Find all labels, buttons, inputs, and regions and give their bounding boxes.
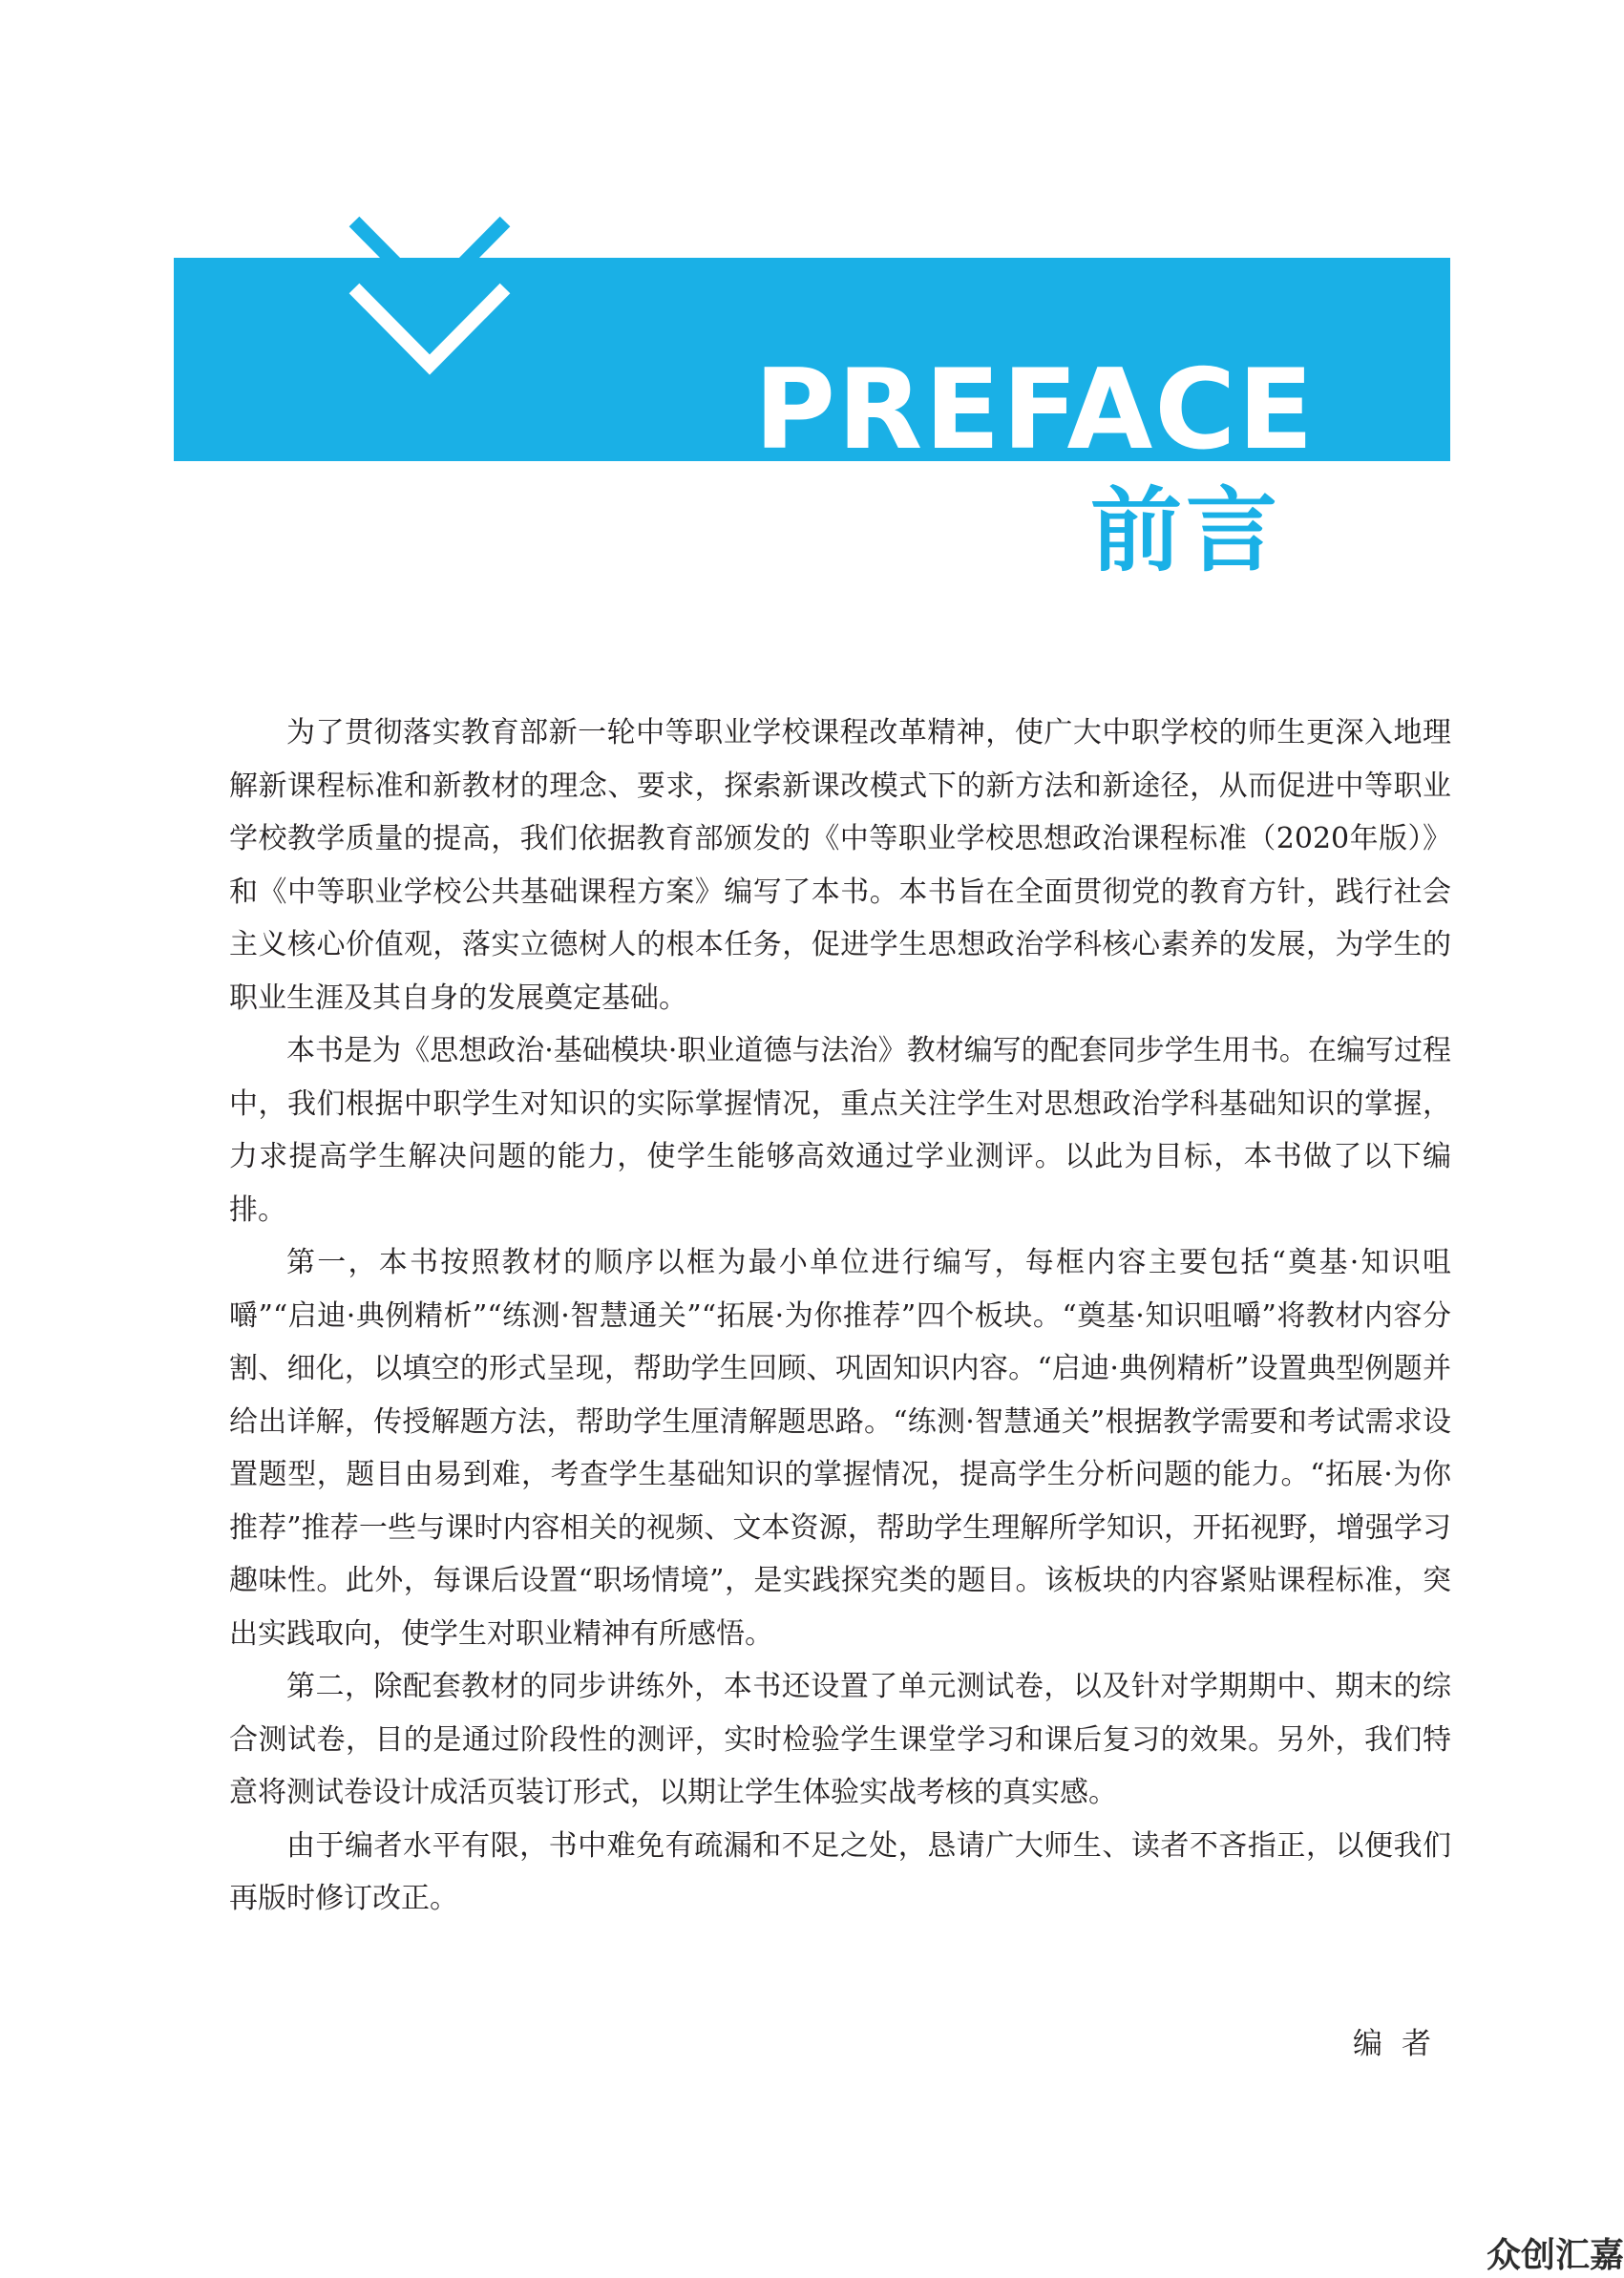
paragraph: 为了贯彻落实教育部新一轮中等职业学校课程改革精神，使广大中职学校的师生更深入地理解新课程标准和新教材的理念、要求，探索新课改模式下的新方法和新途径，从而促进中等职业学校教学质量的提高，我们依据教育部颁发的《中等职业学校思想政治课程标准（2020年版）》和《中等职业学校公共基础课程方案》编写了本书。本书旨在全面贯彻党的教育方针，践行社会主义核心价值观，落实立德树人的根本任务，促进学生思想政治学科核心素养的发展，为学生的职业生涯及其自身的发展奠定基础。	[229, 716, 1451, 1015]
title-english: PREFACE	[754, 355, 1316, 461]
paragraph: 第一，本书按照教材的顺序以框为最小单位进行编写，每框内容主要包括“奠基·知识咀嚼”“启迪·典例精析”“练测·智慧通关”“拓展·为你推荐”四个板块。“奠基·知识咀嚼”将教材内容分割、细化，以填空的形式呈现，帮助学生回顾、巩固知识内容。“启迪·典例精析”设置典型例题并给出详解，传授解题方法，帮助学生厘清解题思路。“练测·智慧通关”根据教学需要和考试需求设置题型，题目由易到难，考查学生基础知识的掌握情况，提高学生分析问题的能力。“拓展·为你推荐”推荐一些与课时内容相关的视频、文本资源，帮助学生理解所学知识，开拓视野，增强学习趣味性。此外，每课后设置“职场情境”，是实践探究类的题目。该板块的内容紧贴课程标准，突出实践取向，使学生对职业精神有所感悟。	[229, 1246, 1451, 1651]
double-chevron-down-icon	[339, 210, 520, 387]
preface-body	[229, 707, 1451, 1926]
author-signature: 编者	[1353, 2027, 1450, 2061]
paragraph: 由于编者水平有限，书中难免有疏漏和不足之处，恳请广大师生、读者不吝指正，以便我们再版时修订改正。	[229, 1828, 1451, 1915]
watermark: 众创汇嘉	[1486, 2236, 1624, 2275]
title-chinese: 前言	[1090, 477, 1281, 584]
paragraph: 本书是为《思想政治·基础模块·职业道德与法治》教材编写的配套同步学生用书。在编写过程中，我们根据中职学生对知识的实际掌握情况，重点关注学生对思想政治学科基础知识的掌握，力求提高学生解决问题的能力，使学生能够高效通过学业测评。以此为目标，本书做了以下编排。	[229, 1034, 1451, 1227]
paragraph: 第二，除配套教材的同步讲练外，本书还设置了单元测试卷，以及针对学期期中、期末的综合测试卷，目的是通过阶段性的测评，实时检验学生课堂学习和课后复习的效果。另外，我们特意将测试卷设计成活页装订形式，以期让学生体验实战考核的真实感。	[229, 1670, 1451, 1809]
